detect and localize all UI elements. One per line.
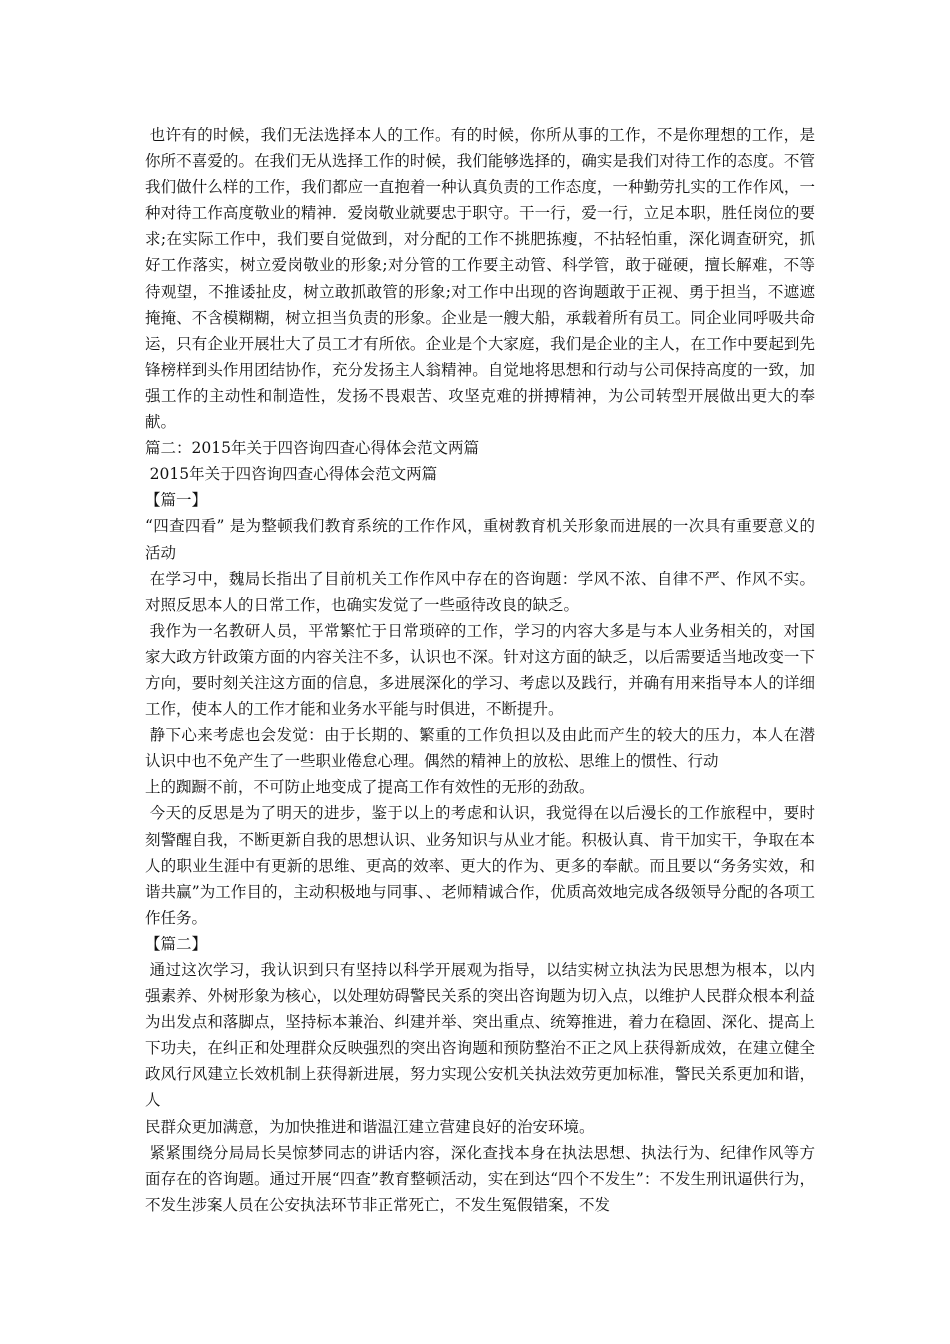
part-one-label: 【篇一】 (145, 491, 208, 510)
document-page (145, 122, 815, 1218)
paragraph: 紧紧围绕分局局长吴惊梦同志的讲话内容，深化查找本身在执法思想、执法行为、纪律作风等方面存在的咨询题。通过开展“四查”教育整顿活动，实在到达“四个不发生”：不发生刑讯逼供行为，不发生涉案人员在公安执法环节非正常死亡，不发生冤假错案，不发 (145, 1143, 815, 1214)
paragraph: “四查四看” 是为整顿我们教育系统的工作作风，重树教育机关形象而进展的一次具有重要意义的活动 (145, 517, 815, 562)
paragraph: 在学习中，魏局长指出了目前机关工作作风中存在的咨询题：学风不浓、自律不严、作风不实。对照反思本人的日常工作，也确实发觉了一些亟待改良的缺乏。 (145, 569, 815, 614)
section-heading: 篇二：2015年关于四咨询四查心得体会范文两篇 (145, 439, 479, 458)
paragraph: 上的踟蹰不前，不可防止地变成了提高工作有效性的无形的劲敌。 (145, 778, 595, 797)
paragraph: 我作为一名教研人员，平常繁忙于日常琐碎的工作，学习的内容大多是与本人业务相关的，对国家大政方针政策方面的内容关注不多，认识也不深。针对这方面的缺乏，以后需要适当地改变一下方向，要时刻关注这方面的信息，多进展深化的学习、考虑以及践行，并确有用来指导本人的详细工作，使本人的工作才能和业务水平能与时俱进，不断提升。 (145, 621, 815, 719)
part-two-label: 【篇二】 (145, 934, 208, 953)
paragraph: 通过这次学习，我认识到只有坚持以科学开展观为指导，以结实树立执法为民思想为根本，以内强素养、外树形象为核心，以处理妨碍警民关系的突出咨询题为切入点，以维护人民群众根本利益为出发点和落脚点，坚持标本兼治、纠建并举、突出重点、统筹推进，着力在稳固、深化、提高上下功夫，在纠正和处理群众反映强烈的突出咨询题和预防整治不正之风上获得新成效，在建立健全政风行风建立长效机制上获得新进展，努力实现公安机关执法效劳更加标准，警民关系更加和谐，人 (145, 961, 815, 1110)
intro-paragraph: 也许有的时候，我们无法选择本人的工作。有的时候，你所从事的工作，不是你理想的工作，是你所不喜爱的。在我们无从选择工作的时候，我们能够选择的，确实是我们对待工作的态度。不管我们做什么样的工作，我们都应一直抱着一种认真负责的工作态度，一种勤劳扎实的工作作风，一种对待工作高度敬业的精神．爱岗敬业就要忠于职守。干一行，爱一行，立足本职，胜任岗位的要求;在实际工作中，我们要自觉做到，对分配的工作不挑肥拣瘦，不拈轻怕重，深化调查研究，抓好工作落实，树立爱岗敬业的形象;对分管的工作要主动管、科学管，敢于碰硬，擅长解难，不等待观望，不推诿扯皮，树立敢抓敢管的形象;对工作中出现的咨询题敢于正视、勇于担当，不遮遮掩掩、不含模糊糊，树立担当负责的形象。企业是一艘大船，承载着所有员工。同企业同呼吸共命运，只有企业开展壮大了员工才有所依。企业是个大家庭，我们是企业的主人，在工作中要起到先锋榜样到头作用团结协作，充分发扬主人翁精神。自觉地将思想和行动与公司保持高度的一致，加强工作的主动性和制造性，发扬不畏艰苦、攻坚克难的拼搏精神，为公司转型开展做出更大的奉献。 (145, 126, 815, 432)
paragraph: 民群众更加满意，为加快推进和谐温江建立营建良好的治安环境。 (145, 1117, 595, 1136)
document-title: 2015年关于四咨询四查心得体会范文两篇 (149, 465, 438, 484)
paragraph: 今天的反思是为了明天的进步，鉴于以上的考虑和认识，我觉得在以后漫长的工作旅程中，要时刻警醒自我，不断更新自我的思想认识、业务知识与从业才能。积极认真、肯干加实干，争取在本人的职业生涯中有更新的思维、更高的效率、更大的作为、更多的奉献。而且要以“务务实效，和谐共赢”为工作目的，主动积极地与同事、、老师精诚合作，优质高效地完成各级领导分配的各项工作任务。 (145, 804, 815, 927)
paragraph: 静下心来考虑也会发觉：由于长期的、繁重的工作负担以及由此而产生的较大的压力，本人在潜认识中也不免产生了一些职业倦怠心理。偶然的精神上的放松、思维上的惯性、行动 (145, 726, 815, 771)
